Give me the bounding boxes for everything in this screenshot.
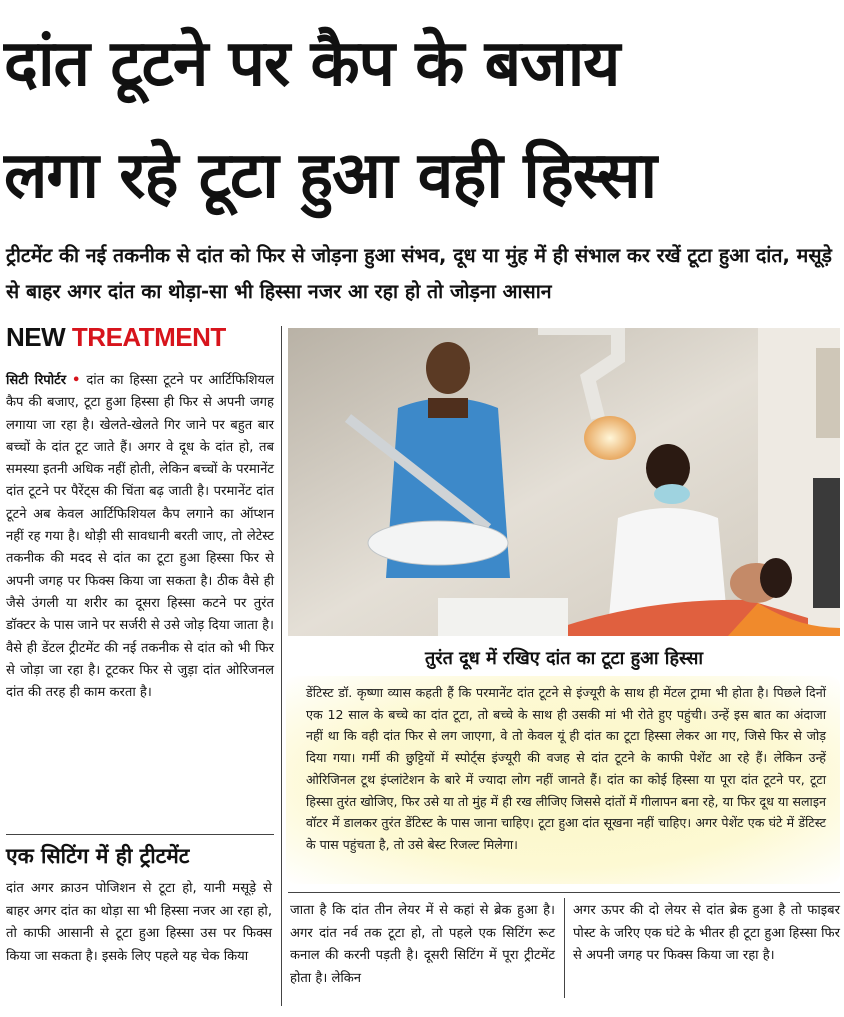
subheadline: ट्रीटमेंट की नई तकनीक से दांत को फिर से जोड़ना हुआ संभव, दूध या मुंह में ही संभाल कर रखें टूटा हुआ दांत, मसूड़े से बाहर अगर दांत का थोड़ा-सा भी हिस्सा नजर आ रहा हो तो जोड़ना आसान xyxy=(6,244,832,303)
body-text-middle: जाता है कि दांत तीन लेयर में से कहां से ब्रेक हुआ है। अगर दांत नर्व तक टूटा हो, तो पहले एक सिटिंग रूट कनाल की करनी पड़ती है। दूसरी सिटिंग में पूरा ट्रीटमेंट होता है। लेकिन xyxy=(290,903,555,986)
photo-caption: तुरंत दूध में रखिए दांत का टूटा हुआ हिस्सा xyxy=(424,648,704,669)
highlight-text: डेंटिस्ट डॉ. कृष्णा व्यास कहती हैं कि परमानेंट दांत टूटने से इंज्यूरी के साथ ही मेंटल ट्रामा भी होता है। पिछले दिनों एक 12 साल के बच्चे का दांत टूटा, तो बच्चे के साथ ही उसकी मां भी रोते हुए पहुंची। उन्हें इस बात का अंदाजा नहीं था कि वही दांत फिर से लग जाएगा, वे तो केवल यूं ही दांत का टूटा हिस्सा लेकर आ गए, जिसे फिर से जोड़ दिया गया। गर्मी की छुट्टियों में स्पोर्ट्स इंज्यूरी की वजह से दांत टूटने के काफी पेशेंट आ रहे हैं। लेकिन उन्हें ओरिजिनल टूथ इंप्लांटेशन के बारे में ज्यादा लोग नहीं जानते हैं। दांत का कोई हिस्सा या पूरा दांत टूटने पर, टूटा हिस्सा तुरंत खोजिए, फिर उसे या तो मुंह में ही रख लीजिए जिससे दांतों में गीलापन बना रहे, या फिर दूध या सलाइन वॉटर में डालकर तुरंत डेंटिस्ट के पास जाना चाहिए। टूटा हुआ दांत सूखना नहीं चाहिए। अगर पेशेंट एक घंटे में डेंटिस्ट के पास पहुंचता है, तो उसे बेस्ट रिजल्ट मिलेगा। xyxy=(306,685,826,852)
body-text-right: अगर ऊपर की दो लेयर से दांत ब्रेक हुआ है तो फाइबर पोस्ट के जरिए एक घंटे के भीतर ही टूटा हुआ हिस्सा फिर से अपनी जगह पर फिक्स किया जा रहा है। xyxy=(573,903,840,963)
headline-line-1: दांत टूटने पर कैप के बजाय xyxy=(4,27,620,101)
headline xyxy=(4,8,840,232)
column-divider-2 xyxy=(564,898,565,998)
byline: सिटी रिपोर्टर xyxy=(6,373,67,388)
body-text-left-2: दांत अगर क्राउन पोजिशन से टूटा हो, यानी मसूड़े से बाहर अगर दांत का थोड़ा सा भी हिस्सा नजर आ रहा हो, तो काफी आसानी से टूटा हुआ हिस्सा उस पर फिक्स किया जा सकता है। इसके लिए पहले यह चेक किया xyxy=(6,881,272,964)
body-text-left: दांत का हिस्सा टूटने पर आर्टिफिशियल कैप की बजाए, टूटा हुआ हिस्सा ही फिर से अपनी जगह लगाया जा रहा है। खेलते-खेलते गिर जाने पर बहुत बार बच्चों के दांत टूट जाते हैं। अगर वे दूध के दांत हो, तब समस्या इतनी अधिक नहीं होती, लेकिन बच्चों के परमानेंट दांत टूटने पर पैरेंट्स की चिंता बढ़ जाती है। परमानेंट दांत टूटने अब केवल आर्टिफिशियल कैप लगाने का ऑप्शन नहीं रह गया है। थोड़ी सी सावधानी बरती जाए, तो लेटेस्ट तकनीक की मदद से दांत का टूटा हुआ हिस्सा फिर से अपनी जगह पर फिक्स किया जा सकता है। ठीक वैसे ही जैसे उंगली या शरीर का दूसरा हिस्सा कटने पर तुरंत डॉक्टर के पास जाने पर सर्जरी से उसे जोड़ दिया जाता है। वैसे ही डेंटल ट्रीटमेंट की नई तकनीक से दांत को भी फिर से जोड़ा जा रहा है। टूटकर फिर से जुड़ा दांत ओरिजनल दांत की तरह ही काम करता है। xyxy=(6,373,274,701)
divider-bottom xyxy=(288,892,840,893)
section-heading: एक सिटिंग में ही ट्रीटमेंट xyxy=(6,844,190,868)
bullet-dot: • xyxy=(72,373,81,388)
divider-left xyxy=(6,834,274,835)
article-body-left xyxy=(6,370,274,704)
tag-new: NEW xyxy=(6,322,66,352)
column-divider-1 xyxy=(281,326,282,1006)
headline-line-2: लगा रहे टूटा हुआ वही हिस्सा xyxy=(4,139,657,213)
tag-treatment: TREATMENT xyxy=(71,322,226,352)
section-tag xyxy=(6,322,226,353)
dental-treatment-photo xyxy=(288,328,840,636)
photo-illustration xyxy=(288,328,840,636)
